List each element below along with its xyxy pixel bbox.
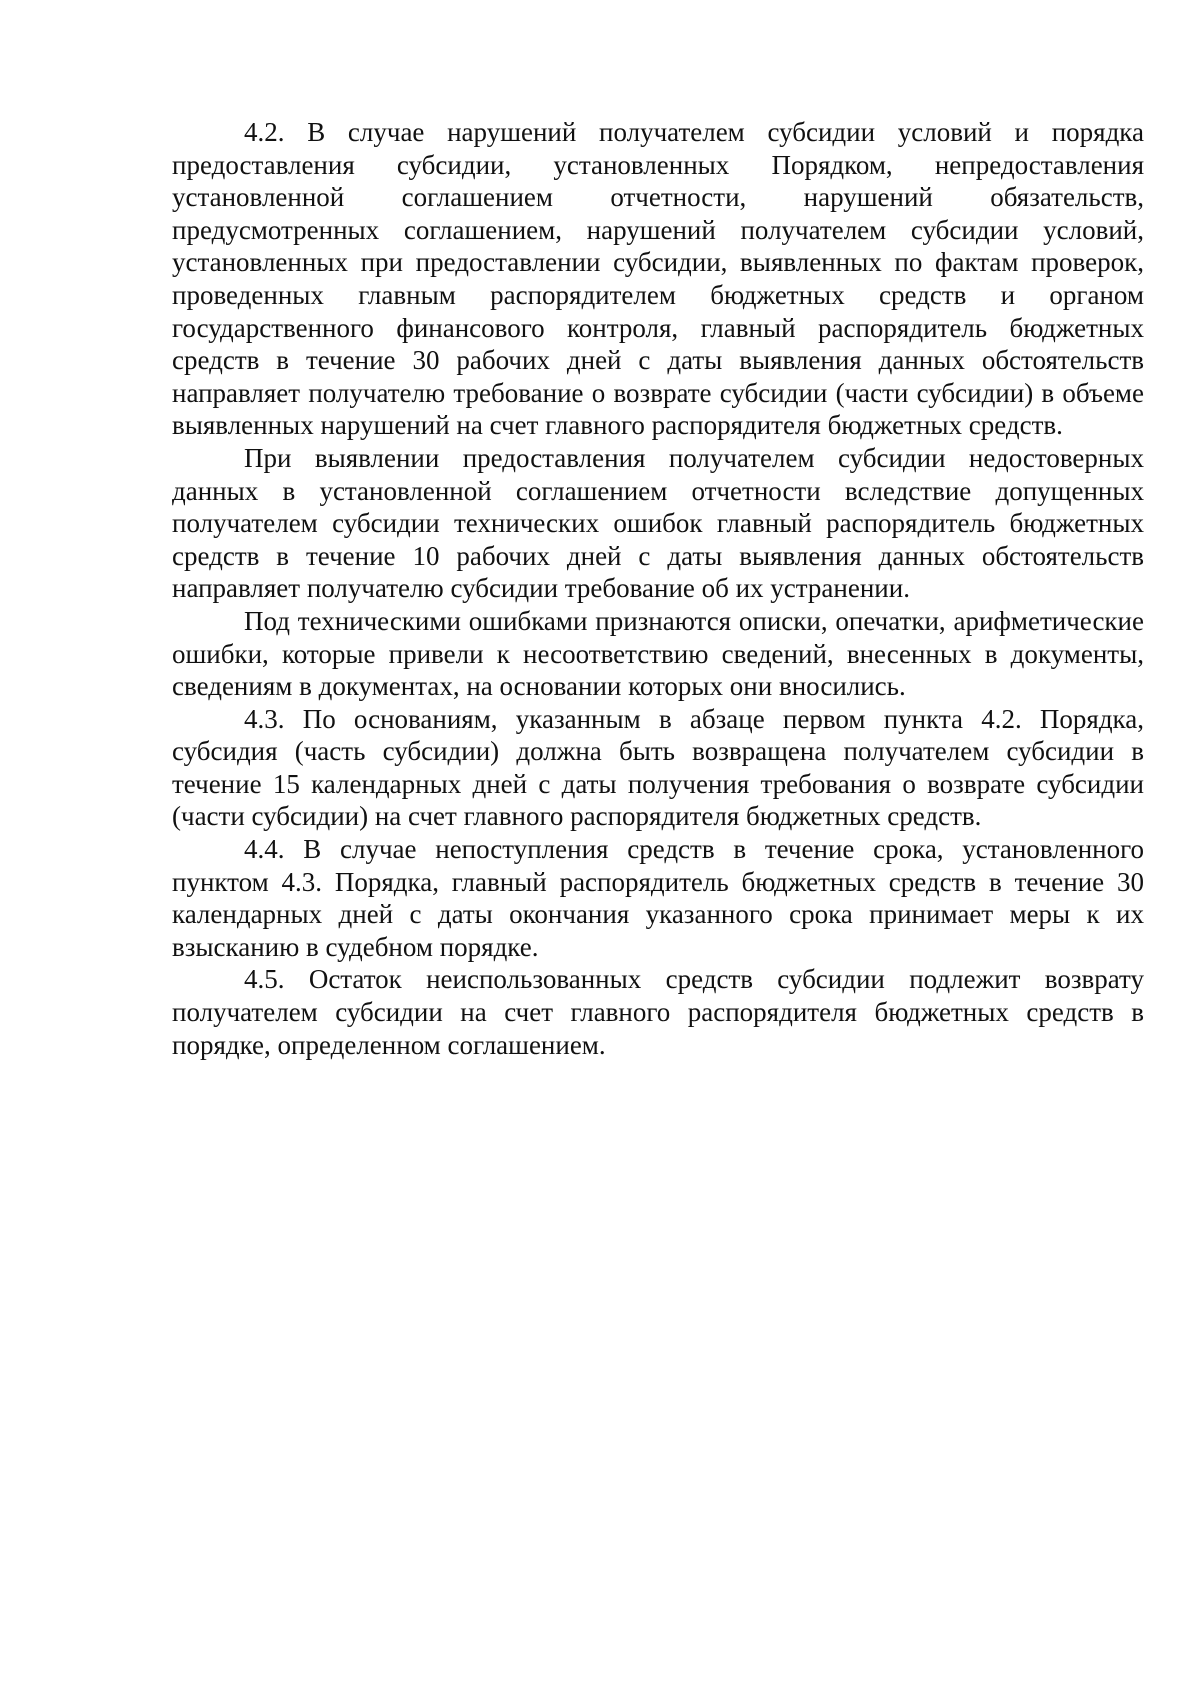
paragraph-4-2: 4.2. В случае нарушений получателем субсидии условий и порядка предоставления субсидии, установленных Порядком, непредоставления установленной соглашением отчетности, нарушений обязательств, предусмотренных соглашением, нарушений получателем субсидии условий, установленных при предоставлении субсидии, выявленных по фактам проверок, проведенных главным распорядителем бюджетных средств и органом государственного финансового контроля, главный распорядитель бюджетных средств в течение 30 рабочих дней с даты выявления данных обстоятельств направляет получателю требование о возврате субсидии (части субсидии) в объеме выявленных нарушений на счет главного распорядителя бюджетных средств. [172, 117, 1144, 441]
paragraph-technical-errors-definition: Под техническими ошибками признаются описки, опечатки, арифметические ошибки, которые привели к несоответствию сведений, внесенных в документы, сведениям в документах, на основании которых они вносились. [172, 605, 1144, 702]
paragraph-4-3: 4.3. По основаниям, указанным в абзаце первом пункта 4.2. Порядка, субсидия (часть субсидии) должна быть возвращена получателем субсидии в течение 15 календарных дней с даты получения требования о возврате субсидии (части субсидии) на счет главного распорядителя бюджетных средств. [172, 703, 1144, 832]
paragraph-4-4: 4.4. В случае непоступления средств в течение срока, установленного пунктом 4.3. Порядка, главный распорядитель бюджетных средств в течение 30 календарных дней с даты окончания указанного срока принимает меры к их взысканию в судебном порядке. [172, 834, 1144, 962]
document-body [172, 116, 1144, 1061]
paragraph-technical-errors-detection: При выявлении предоставления получателем субсидии недостоверных данных в установленной соглашением отчетности вследствие допущенных получателем субсидии технических ошибок главный распорядитель бюджетных средств в течение 10 рабочих дней с даты выявления данных обстоятельств направляет получателю субсидии требование об их устранении. [172, 442, 1144, 604]
paragraph-4-5: 4.5. Остаток неиспользованных средств субсидии подлежит возврату получателем субсидии на счет главного распорядителя бюджетных средств в порядке, определенном соглашением. [172, 964, 1144, 1060]
